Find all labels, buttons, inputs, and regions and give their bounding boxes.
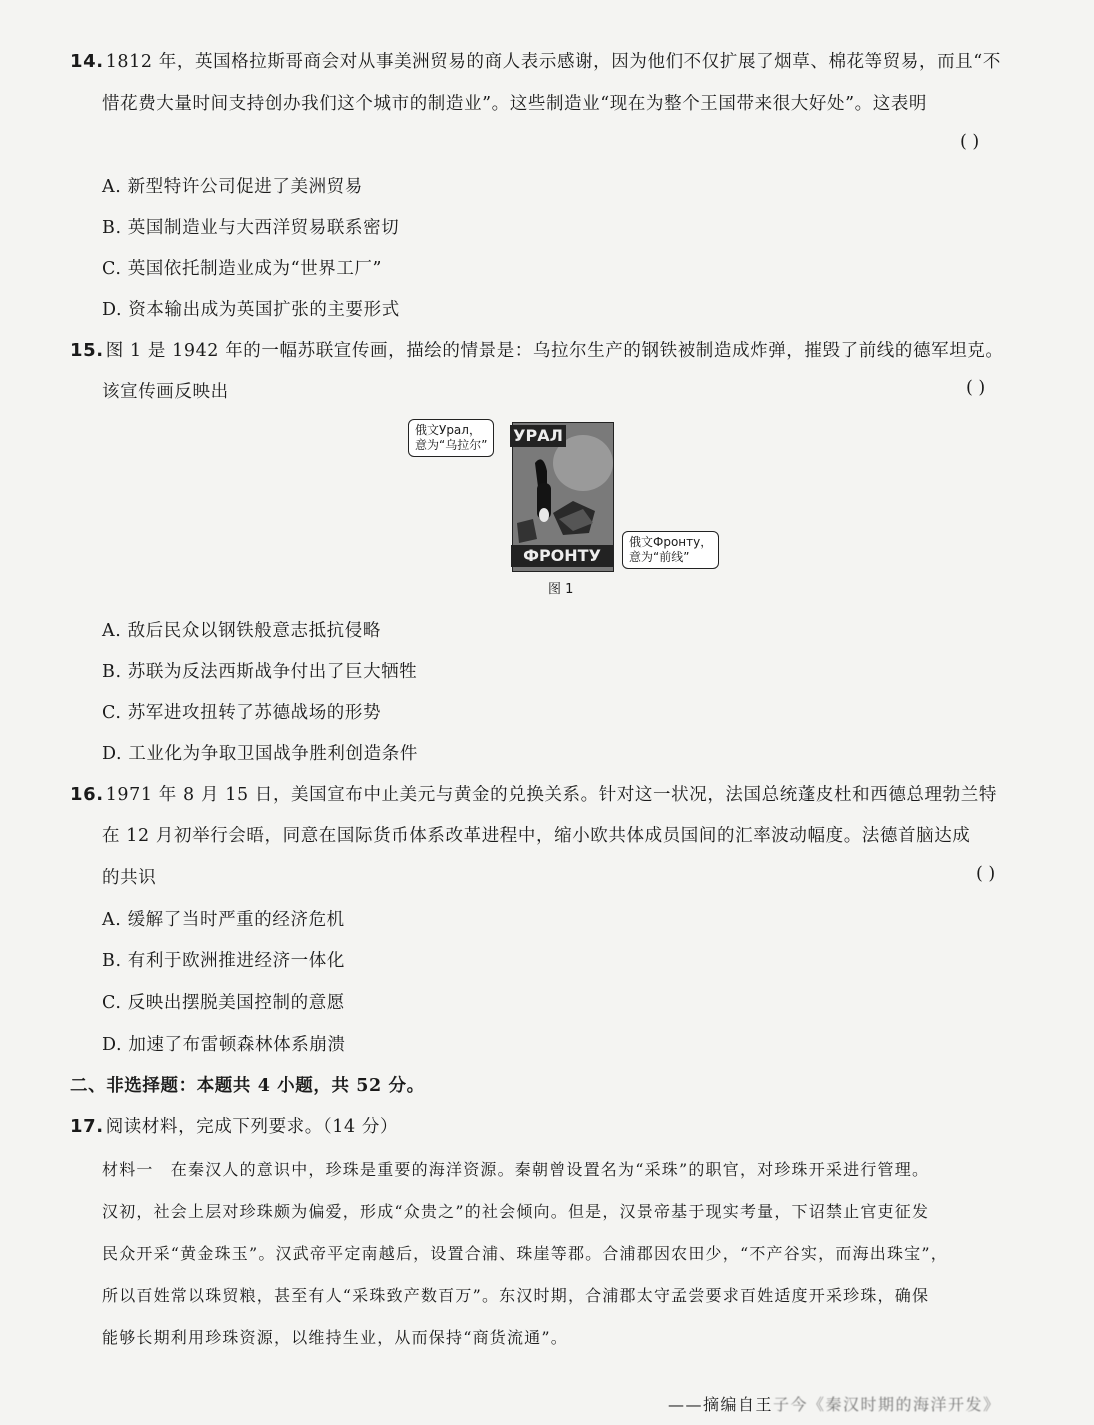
q14-stem-line1: 14. 1812 年，英国格拉斯哥商会对从事美洲贸易的商人表示感谢，因为他们不仅扩展了烟草、棉花等贸易，而且“不 bbox=[70, 51, 1001, 72]
q15-answer-paren: ( ) bbox=[966, 378, 986, 398]
q16-option-b[interactable]: B. 有利于欧洲推进经济一体化 bbox=[102, 951, 345, 971]
q15-number: 15. bbox=[70, 340, 104, 361]
material-line: 民众开采“黄金珠玉”。汉武帝平定南越后，设置合浦、珠崖等郡。合浦郡因农田少，“不产谷实，而海出珠宝”， bbox=[102, 1244, 948, 1263]
q16-answer-paren: ( ) bbox=[976, 864, 996, 884]
q16-option-a[interactable]: A. 缓解了当时严重的经济危机 bbox=[102, 910, 345, 930]
q14-option-b[interactable]: B. 英国制造业与大西洋贸易联系密切 bbox=[102, 218, 400, 238]
q16-option-d[interactable]: D. 加速了布雷顿森林体系崩溃 bbox=[102, 1035, 346, 1055]
material-line: 所以百姓常以珠贸粮，甚至有人“采珠致产数百万”。东汉时期，合浦郡太守孟尝要求百姓适度开采珍珠，确保 bbox=[102, 1286, 930, 1305]
banner-ural: УРАЛ bbox=[510, 425, 566, 447]
figure-1-caption: 图 1 bbox=[548, 582, 574, 597]
q17-number: 17. bbox=[70, 1116, 104, 1137]
q16-option-c[interactable]: C. 反映出摆脱美国控制的意愿 bbox=[102, 993, 345, 1013]
q15-option-a[interactable]: A. 敌后民众以钢铁般意志抵抗侵略 bbox=[102, 621, 381, 641]
q15-option-d[interactable]: D. 工业化为争取卫国战争胜利创造条件 bbox=[102, 744, 418, 764]
material-line: 材料一 在秦汉人的意识中，珍珠是重要的海洋资源。秦朝曾设置名为“采珠”的职官，对珍珠开采进行管理。 bbox=[102, 1160, 930, 1179]
propaganda-poster-image bbox=[512, 422, 614, 572]
material-line: 汉初，社会上层对珍珠颇为偏爱，形成“众贵之”的社会倾向。但是，汉景帝基于现实考量，下诏禁止官吏征发 bbox=[102, 1202, 930, 1221]
banner-frontu: ФРОНТУ bbox=[511, 545, 613, 567]
figure-1-poster bbox=[408, 415, 718, 575]
section-heading-nonchoice: 二、非选择题：本题共 4 小题，共 52 分。 bbox=[70, 1076, 425, 1096]
q16-stem-line2: 在 12 月初举行会晤，同意在国际货币体系改革进程中，缩小欧共体成员国间的汇率波动幅度。法德首脑达成 bbox=[102, 826, 971, 846]
q15-stem-line1: 15. 图 1 是 1942 年的一幅苏联宣传画，描绘的情景是：乌拉尔生产的钢铁被制造成炸弹，摧毁了前线的德军坦克。 bbox=[70, 340, 1004, 361]
q16-number: 16. bbox=[70, 784, 104, 805]
q17-stem: 17. 阅读材料，完成下列要求。（14 分） bbox=[70, 1116, 399, 1137]
q15-option-c[interactable]: C. 苏军进攻扭转了苏德战场的形势 bbox=[102, 703, 382, 723]
callout-ural: 俄文Урал， 意为“乌拉尔” bbox=[408, 419, 494, 457]
callout-frontu: 俄文Фронту， 意为“前线” bbox=[622, 531, 719, 569]
q14-option-a[interactable]: A. 新型特许公司促进了美洲贸易 bbox=[102, 177, 363, 197]
q16-stem-line3: 的共识 bbox=[102, 868, 157, 888]
q15-option-b[interactable]: B. 苏联为反法西斯战争付出了巨大牺牲 bbox=[102, 662, 418, 682]
q14-answer-paren: ( ) bbox=[960, 132, 980, 152]
q16-stem-line1: 16. 1971 年 8 月 15 日，美国宣布中止美元与黄金的兑换关系。针对这一状况，法国总统蓬皮杜和西德总理勃兰特 bbox=[70, 784, 997, 805]
q14-stem-line2: 惜花费大量时间支持创办我们这个城市的制造业”。这些制造业“现在为整个王国带来很大好处”。这表明 bbox=[102, 94, 928, 114]
material-line: 能够长期利用珍珠资源，以维持生业，从而保持“商货流通”。 bbox=[102, 1328, 568, 1347]
q14-option-d[interactable]: D. 资本输出成为英国扩张的主要形式 bbox=[102, 300, 400, 320]
q14-option-c[interactable]: C. 英国依托制造业成为“世界工厂” bbox=[102, 259, 383, 279]
q15-stem-line2: 该宣传画反映出 bbox=[102, 382, 229, 402]
q14-number: 14. bbox=[70, 51, 104, 72]
material-source: ——摘编自王子今《秦汉时期的海洋开发》 bbox=[668, 1395, 1001, 1414]
